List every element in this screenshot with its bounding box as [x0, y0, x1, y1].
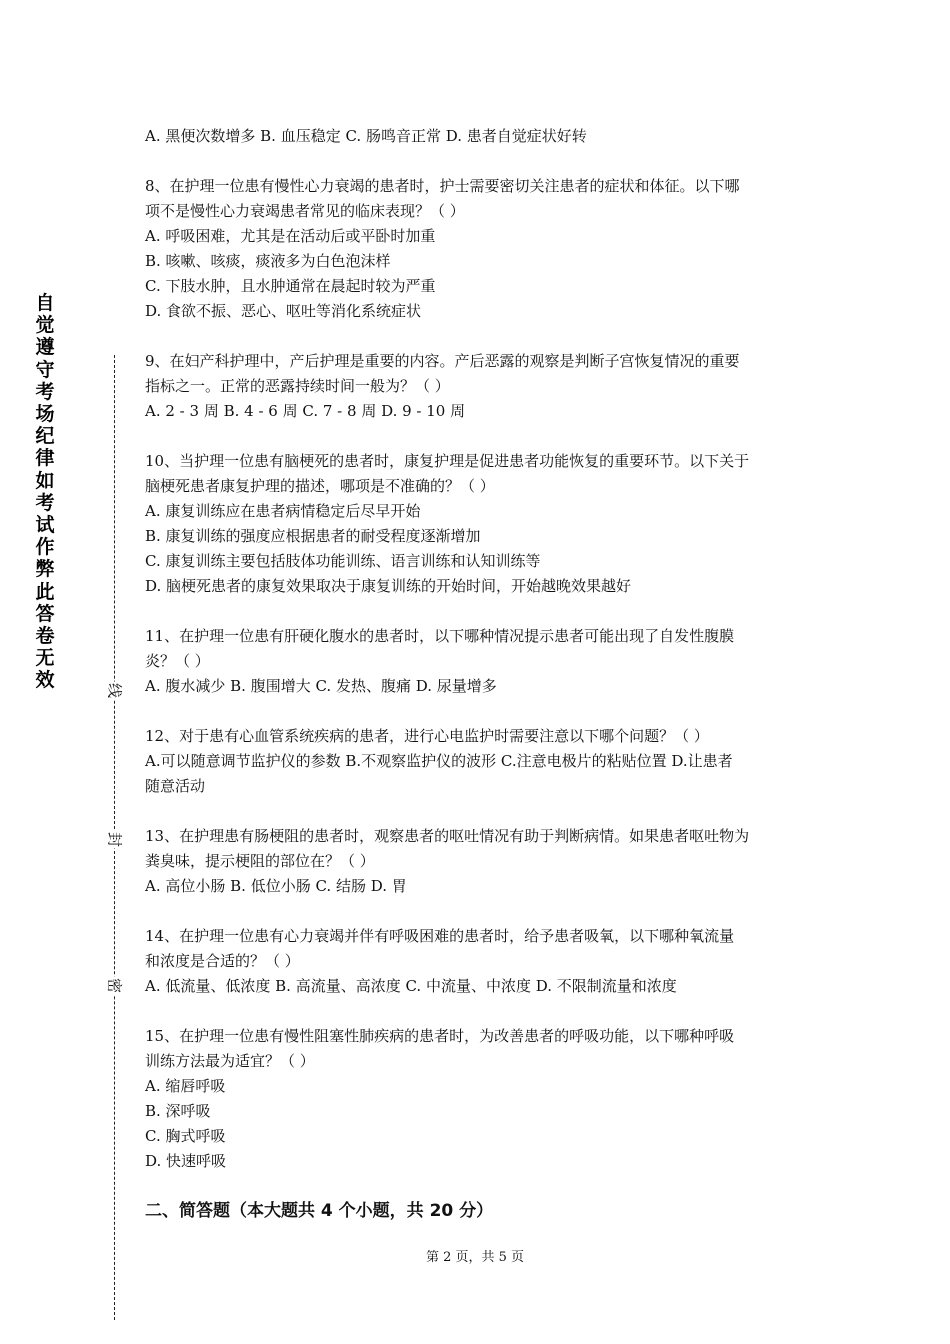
option-d: D. 脑梗死患者的康复效果取决于康复训练的开始时间，开始越晚效果越好 [145, 577, 632, 595]
question-line: 9、在妇产科护理中，产后护理是重要的内容。产后恶露的观察是判断子宫恢复情况的重要 [145, 352, 740, 370]
options-line: A. 高位小肠 B. 低位小肠 C. 结肠 D. 胃 [145, 877, 407, 895]
seal-label-line: 线 [105, 682, 124, 698]
question-line: 13、在护理患有肠梗阻的患者时，观察患者的呕吐情况有助于判断病情。如果患者呕吐物为 [145, 827, 750, 845]
option-b: B. 深呼吸 [145, 1102, 211, 1120]
question-line: 和浓度是合适的？（ ） [145, 952, 300, 970]
question-line: 脑梗死患者康复护理的描述，哪项是不准确的？（ ） [145, 477, 495, 495]
option-c: C. 胸式呼吸 [145, 1127, 226, 1145]
question-line: 项不是慢性心力衰竭患者常见的临床表现？（ ） [145, 202, 465, 220]
seal-label-seal: 封 [105, 831, 124, 847]
question-line: 8、在护理一位患有慢性心力衰竭的患者时，护士需要密切关注患者的症状和体征。以下哪 [145, 177, 740, 195]
section-heading-short-answer: 二、简答题（本大题共 4 个小题，共 20 分） [145, 1201, 494, 1221]
question-line: 10、当护理一位患有脑梗死的患者时，康复护理是促进患者功能恢复的重要环节。以下关于 [145, 452, 750, 470]
question-8 [145, 174, 817, 324]
option-b: B. 康复训练的强度应根据患者的耐受程度逐渐增加 [145, 527, 481, 545]
options-line: A.可以随意调节监护仪的参数 B.不观察监护仪的波形 C.注意电极片的粘贴位置 D.让患者 [145, 752, 733, 770]
options-line: 随意活动 [145, 777, 206, 795]
question-line: 12、对于患有心血管系统疾病的患者，进行心电监护时需要注意以下哪个问题？（ ） [145, 727, 709, 745]
question-line: 11、在护理一位患有肝硬化腹水的患者时，以下哪种情况提示患者可能出现了自发性腹膜 [145, 627, 735, 645]
seal-label-secret: 密 [105, 977, 124, 993]
question-line: 粪臭味，提示梗阻的部位在？（ ） [145, 852, 375, 870]
option-c: C. 康复训练主要包括肢体功能训练、语言训练和认知训练等 [145, 552, 541, 570]
page-number-footer: 第 2 页，共 5 页 [425, 1250, 525, 1265]
option-a: A. 呼吸困难，尤其是在活动后或平卧时加重 [145, 227, 436, 245]
option-d: D. 食欲不振、恶心、呕吐等消化系统症状 [145, 302, 422, 320]
option-a: A. 康复训练应在患者病情稳定后尽早开始 [145, 502, 421, 520]
exam-discipline-warning: 自觉遵守考场纪律如考试作弊此答卷无效 [35, 292, 55, 692]
question-line: 15、在护理一位患有慢性阻塞性肺疾病的患者时，为改善患者的呼吸功能，以下哪种呼吸 [145, 1027, 735, 1045]
question-list [145, 124, 817, 1224]
question-line: 炎？（ ） [145, 652, 210, 670]
option-c: C. 下肢水肿，且水肿通常在晨起时较为严重 [145, 277, 436, 295]
question-line: 14、在护理一位患有心力衰竭并伴有呼吸困难的患者时，给予患者吸氧，以下哪种氧流量 [145, 927, 735, 945]
question-line: A. 黑便次数增多 B. 血压稳定 C. 肠鸣音正常 D. 患者自觉症状好转 [145, 127, 587, 145]
question-10 [145, 449, 817, 599]
question-15 [145, 1024, 817, 1174]
question-11 [145, 624, 817, 699]
options-line: A. 2 - 3 周 B. 4 - 6 周 C. 7 - 8 周 D. 9 - 10 周 [145, 402, 466, 420]
question-line: 训练方法最为适宜？（ ） [145, 1052, 315, 1070]
option-a: A. 缩唇呼吸 [145, 1077, 226, 1095]
question-7-options [145, 124, 817, 149]
question-13 [145, 824, 817, 899]
question-12 [145, 724, 817, 799]
question-line: 指标之一。正常的恶露持续时间一般为？（ ） [145, 377, 450, 395]
question-14 [145, 924, 817, 999]
options-line: A. 腹水减少 B. 腹围增大 C. 发热、腹痛 D. 尿量增多 [145, 677, 497, 695]
option-b: B. 咳嗽、咳痰，痰液多为白色泡沫样 [145, 252, 391, 270]
options-line: A. 低流量、低浓度 B. 高流量、高浓度 C. 中流量、中浓度 D. 不限制流量和浓度 [145, 977, 677, 995]
question-9 [145, 349, 817, 424]
option-d: D. 快速呼吸 [145, 1152, 227, 1170]
